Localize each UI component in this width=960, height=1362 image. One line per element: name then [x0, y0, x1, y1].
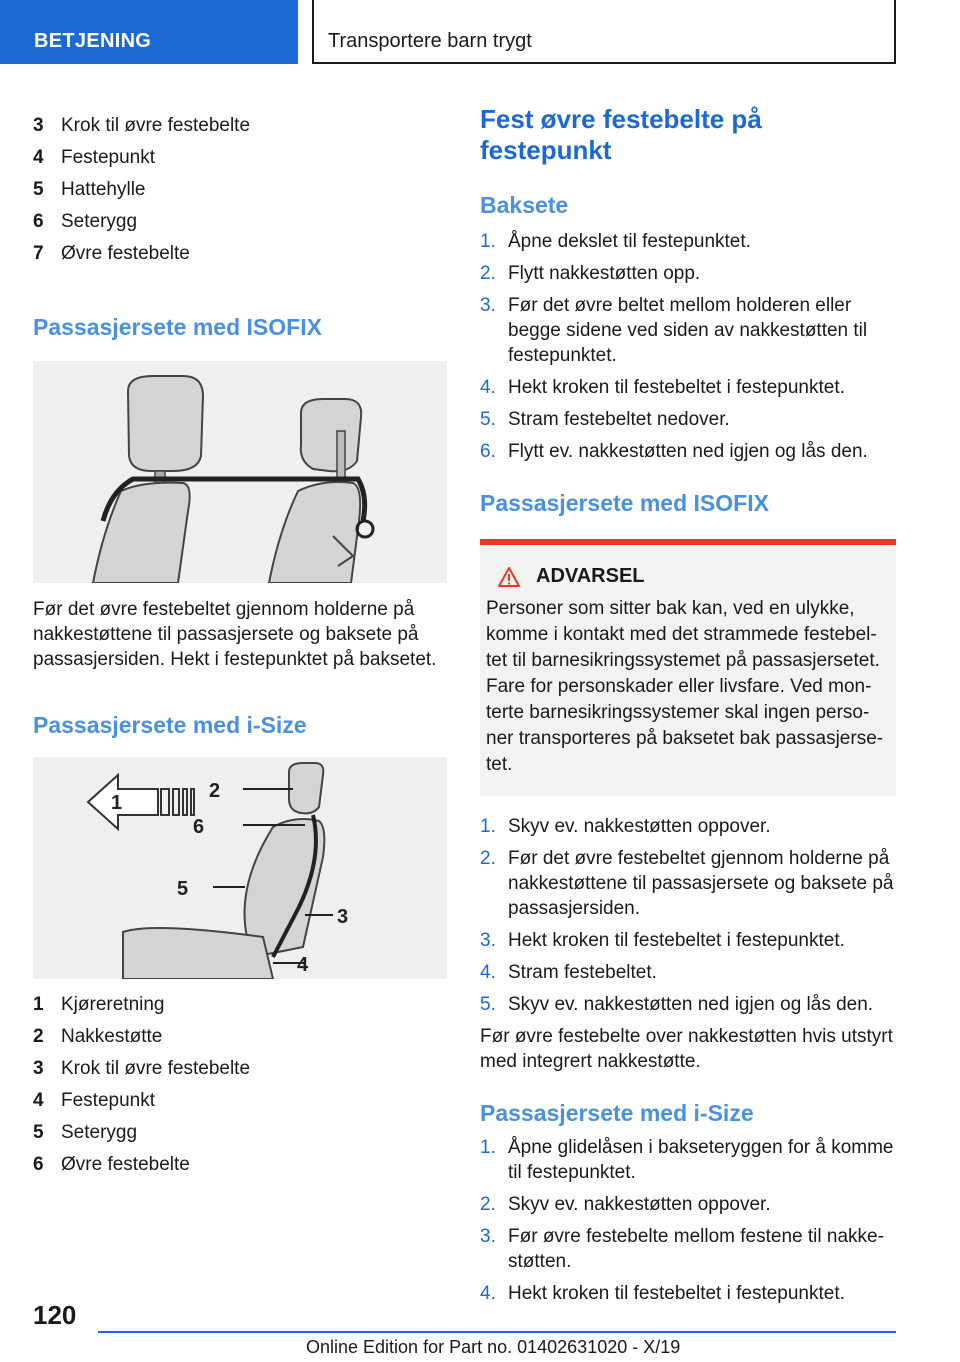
- label-3: 3: [337, 906, 349, 928]
- figure-isize-seat: [33, 757, 447, 979]
- list-item: 6 Seterygg: [33, 211, 138, 232]
- list-item: 4. Hekt kroken til festebeltet i festepunktet.: [480, 1283, 845, 1304]
- footer-divider: [98, 1331, 896, 1333]
- list-item: 3. Hekt kroken til festebeltet i festepunktet.: [480, 930, 845, 951]
- list-item: 6. Flytt ev. nakkestøtten ned igjen og lås den.: [480, 441, 868, 462]
- heading-isize-left: Passasjersete med i-Size: [33, 712, 307, 738]
- steps-baksete: [480, 229, 896, 464]
- warning-title: ADVARSEL: [536, 565, 645, 587]
- list-item: 6 Øvre festebelte: [33, 1154, 190, 1175]
- label-1: 1: [111, 792, 123, 814]
- seat-diagram: [33, 757, 447, 979]
- list-item: 5 Seterygg: [33, 1122, 138, 1143]
- warning-header: [486, 565, 886, 588]
- list-item: 4. Hekt kroken til festebeltet i festepunktet.: [480, 377, 845, 398]
- heading-main: Fest øvre festebelte på festepunkt: [480, 104, 762, 165]
- heading-isofix-left: Passasjersete med ISOFIX: [33, 314, 322, 340]
- warning-box: [480, 539, 896, 796]
- chapter-title: Transportere barn trygt: [312, 0, 896, 64]
- steps-isize: [480, 1135, 896, 1306]
- heading-isize-right: Passasjersete med i-Size: [480, 1100, 754, 1126]
- list-item: 5. Skyv ev. nakkestøtten ned igjen og lås den.: [480, 994, 874, 1015]
- list-item: 4. Stram festebeltet.: [480, 962, 657, 983]
- isofix-instruction: Før det øvre festebeltet gjennom holderne på nakkestøttene til passasjersete og baksete på passasjersiden. Hekt i festepunktet på baksetet.: [33, 599, 437, 670]
- list-item: 7 Øvre festebelte: [33, 243, 190, 264]
- right-column: [480, 104, 896, 1313]
- list-item: 2. Flytt nakkestøtten opp.: [480, 263, 701, 284]
- list-item: 1. Skyv ev. nakkestøtten oppover.: [480, 816, 771, 837]
- list-item: 3 Krok til øvre festebelte: [33, 1058, 251, 1079]
- left-column: [33, 110, 447, 1181]
- label-5: 5: [177, 878, 189, 900]
- heading-baksete: Baksete: [480, 192, 569, 218]
- list-item: 2. Skyv ev. nakkestøtten oppover.: [480, 1194, 771, 1215]
- page-number: 120: [33, 1300, 77, 1330]
- list-item: 2 Nakkestøtte: [33, 1026, 163, 1047]
- label-4: 4: [297, 954, 309, 976]
- list-item: 1. Åpne dekslet til festepunktet.: [480, 231, 751, 252]
- list-item: 3. Før det øvre beltet mellom holderen eller begge sidene ved siden av nakkestøtten til festepunktet.: [480, 295, 868, 366]
- seat-illustration: [33, 361, 447, 583]
- footer-edition: Online Edition for Part no. 01402631020 - X/19: [306, 1337, 681, 1357]
- label-2: 2: [209, 780, 221, 802]
- label-6: 6: [193, 816, 205, 838]
- list-item: 3. Før øvre festebelte mellom festene til nakke-støtten.: [480, 1226, 884, 1272]
- steps-isofix: [480, 814, 896, 1017]
- heading-isofix-right: Passasjersete med ISOFIX: [480, 490, 769, 516]
- list-item: 2. Før det øvre festebeltet gjennom holderne på nakkestøttene til passasjersete og baksete på passasjersiden.: [480, 848, 894, 919]
- list-item: 4 Festepunkt: [33, 1090, 155, 1111]
- warning-triangle-icon: [498, 567, 520, 587]
- list-item: 1. Åpne glidelåsen i bakseteryggen for å komme til festepunktet.: [480, 1137, 894, 1183]
- list-item: 4 Festepunkt: [33, 147, 155, 168]
- list-item: 3 Krok til øvre festebelte: [33, 115, 251, 136]
- legend-list-bottom: [33, 989, 447, 1181]
- list-item: 5 Hattehylle: [33, 179, 146, 200]
- section-tab: BETJENING: [0, 0, 298, 64]
- legend-list-top: [33, 110, 447, 270]
- figure-isofix-seats: [33, 361, 447, 583]
- isofix-note: Før øvre festebelte over nakkestøtten hvis utstyrt med integrert nakkestøtte.: [480, 1026, 893, 1072]
- list-item: 5. Stram festebeltet nedover.: [480, 409, 730, 430]
- list-item: 1 Kjøreretning: [33, 994, 165, 1015]
- warning-text: Personer som sitter bak kan, ved en ulykke, komme i kontakt med det strammede festebel-tet til barnesikringssystemet på passasjersetet. Fare for personskader eller livsfare. Ved mon-terte barnesikringssystemer skal ingen perso-ner transporteres på baksetet bak passasjerse-tet.: [486, 598, 884, 775]
